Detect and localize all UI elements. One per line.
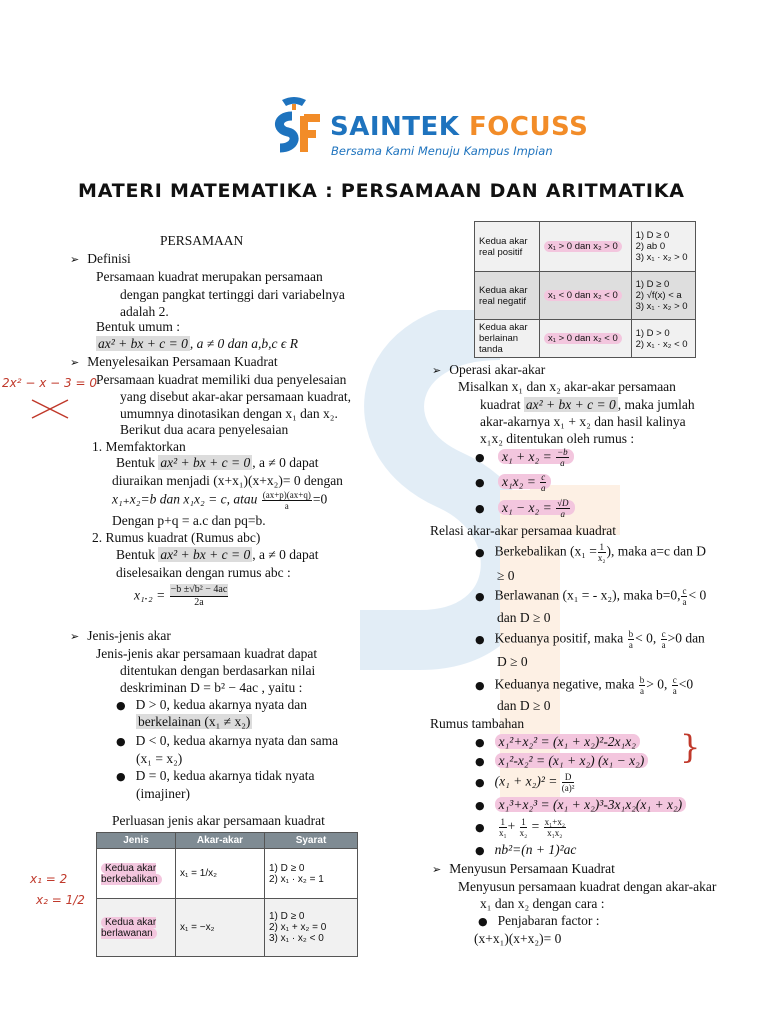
formula-item [475, 753, 648, 769]
numerator: −b ±√b² − 4ac [170, 584, 228, 595]
text: D > 0, kedua akarnya nyata dan [135, 697, 308, 712]
definisi-text: adalah 2. [120, 304, 169, 319]
numerator: c [661, 629, 666, 639]
cell-text: x₁ > 0 dan x₂ > 0 [544, 241, 622, 252]
numerator: D [562, 772, 575, 783]
table-row [97, 899, 358, 957]
numerator: (ax+p)(ax+q) [262, 490, 311, 500]
numerator: x₁+x₂ [544, 817, 565, 827]
fraction [544, 817, 566, 838]
table-cell: x₁ = −x₂ [176, 899, 265, 957]
equation-highlight: ax² + bx + c = 0 [98, 336, 188, 351]
text: > 0, [646, 676, 668, 692]
fraction [628, 629, 635, 650]
jenis-text: deskriminan D = b² − 4ac , yaitu : [120, 680, 303, 695]
text: , a ≠ 0 dapat [252, 547, 319, 562]
bullet-icon: ● [475, 678, 485, 692]
table-cell [97, 899, 176, 957]
text: berkelainan (x₁ ≠ x₂) [138, 714, 251, 729]
cell-text: Kedua akar berlawanan [101, 916, 157, 939]
menyelesaikan-text: umumnya dinotasikan dengan x₁ dan x₂. [120, 406, 338, 421]
list-item-cont: (x₁ = x₂) [136, 751, 183, 766]
cell-text: 2) √f(x) < a [635, 290, 682, 301]
bullet-icon: ● [475, 475, 485, 489]
fraction [598, 542, 606, 563]
denominator: a [560, 458, 565, 468]
cell-text: Kedua akar berkebalikan [101, 863, 162, 885]
operasi-text: akar-akarnya x₁ + x₂ dan hasil kalinya [480, 414, 686, 429]
denominator: x₁ [498, 828, 507, 838]
text: Berlawanan (x₁ = - x₂), maka b=0, [494, 587, 681, 603]
list-item [475, 675, 693, 696]
cell-text: 1) D ≥ 0 [269, 911, 305, 922]
menyelesaikan-text: Berikut dua acara penyelesaian [120, 422, 289, 437]
cell-text: 1) D > 0 [635, 327, 670, 339]
cell-text: 2) x₁ + x₂ = 0 [269, 922, 327, 933]
arrow-icon: ➢ [70, 253, 80, 266]
table-cell [540, 320, 632, 358]
formula-highlight: x₁³+x₂³ = (x₁ + x₂)³-3x₁x₂(x₁ + x₂) [495, 797, 687, 812]
table-row [475, 320, 696, 358]
table-header: Akar-akar [176, 833, 265, 849]
handwritten-cross-icon [28, 396, 74, 422]
formula-highlight: x₁²+x₂² = (x₁ + x₂)²-2x₁x₂ [495, 734, 640, 749]
method-1-text [112, 490, 327, 511]
formula-lhs: x₁ − x₂ = [501, 499, 552, 515]
list-item [116, 697, 307, 713]
section-title: PERSAMAAN [160, 233, 244, 248]
definisi-text: Persamaan kuadrat merupakan persamaan [96, 269, 323, 284]
bullet-icon: ● [475, 632, 485, 646]
list-item-cont: (imajiner) [136, 786, 190, 801]
method-1-text [116, 455, 319, 471]
table-cell: x₁ = 1/x₂ [176, 849, 265, 899]
curly-brace-icon: } [680, 728, 701, 766]
operasi-text: x₁x₂ ditentukan oleh rumus : [480, 431, 635, 446]
denominator: x₂ [519, 828, 528, 838]
list-item-cont: dan D ≥ 0 [497, 610, 551, 625]
text: D < 0, kedua akarnya nyata dan sama [135, 733, 339, 748]
numerator: 1 [599, 542, 604, 552]
numerator: b [628, 629, 634, 639]
text: Keduanya negative, maka [494, 676, 635, 692]
method-1-heading: 1. Memfaktorkan [92, 439, 186, 454]
list-item [478, 913, 600, 929]
root-types-table-continued [474, 221, 696, 358]
denominator: a [560, 509, 566, 519]
perluasan-title: Perluasan jenis akar persamaan kuadrat [112, 813, 325, 828]
formula-item [475, 797, 686, 813]
method-1-text: Dengan p+q = a.c dan pq=b. [112, 513, 266, 528]
formula-lhs: x₁.₂ = [134, 587, 166, 603]
cell-text: x₁ < 0 dan x₂ < 0 [544, 290, 622, 301]
denominator: a [661, 640, 666, 650]
table-cell [631, 222, 695, 272]
denominator: a [640, 686, 645, 696]
arrow-icon: ➢ [432, 863, 442, 876]
table-cell: Kedua akar real positif [475, 222, 540, 272]
formula-lhs: x₁x₂ = [501, 473, 536, 489]
operasi-text: Misalkan x₁ dan x₂ akar-akar persamaan [458, 379, 676, 394]
operator: + [507, 818, 516, 834]
menyelesaikan-heading-text: Menyelesaikan Persamaan Kuadrat [87, 354, 278, 369]
text: Bentuk [116, 455, 155, 470]
jenis-heading-text: Jenis-jenis akar [87, 628, 171, 643]
bullet-icon: ● [116, 699, 126, 712]
bullet-icon: ● [475, 799, 485, 812]
fraction [562, 772, 575, 793]
menyusun-text: Menyusun persamaan kuadrat dengan akar-akar [458, 879, 717, 894]
definisi-heading-text: Definisi [87, 251, 131, 266]
table-cell [540, 272, 632, 320]
fraction [540, 472, 546, 493]
cell-text: 3) x₁ · x₂ > 0 [635, 301, 688, 312]
fraction [681, 586, 687, 607]
arrow-icon: ➢ [70, 630, 80, 643]
text: ), maka a=c dan D [606, 543, 706, 559]
bentuk-umum-equation [96, 336, 298, 352]
relasi-heading: Relasi akar-akar persamaa kuadrat [430, 523, 617, 538]
fraction [170, 584, 229, 609]
fraction [556, 447, 569, 468]
bullet-icon: ● [478, 915, 488, 928]
denominator: x₁x₂ [547, 828, 563, 838]
formula-highlight: x₁²-x₂² = (x₁ + x₂) (x₁ − x₂) [495, 753, 649, 768]
equation-highlight: ax² + bx + c = 0 [160, 455, 251, 470]
bullet-icon: ● [475, 736, 485, 749]
table-cell: Kedua akar real negatif [475, 272, 540, 320]
equation-condition: , a ≠ 0 dan a,b,c ϵ R [189, 336, 298, 351]
operasi-heading-text: Operasi akar-akar [449, 362, 546, 377]
fraction [520, 817, 528, 838]
cell-text: 3) x₁ · x₂ > 0 [635, 252, 688, 263]
logo-icon [262, 94, 326, 158]
jenis-heading [70, 628, 171, 644]
numerator: c [672, 675, 677, 685]
table-header: Jenis [97, 833, 176, 849]
jenis-text: Jenis-jenis akar persamaan kuadrat dapat [96, 646, 318, 661]
fraction [262, 490, 312, 511]
formula-lhs: x₁ + x₂ = [501, 448, 552, 464]
table-header: Syarat [265, 833, 358, 849]
numerator: 1 [521, 817, 526, 827]
list-item-cont: dan D ≥ 0 [497, 698, 551, 713]
jenis-text: ditentukan dengan berdasarkan nilai [120, 663, 316, 678]
operasi-text [480, 397, 695, 413]
bentuk-umum-label: Bentuk umum : [96, 319, 180, 334]
cell-text: 1) D ≥ 0 [635, 230, 670, 241]
list-item-cont: D ≥ 0 [497, 654, 528, 669]
fraction [639, 675, 646, 696]
text: < 0, [635, 630, 657, 646]
formula-item [475, 817, 567, 838]
brand-name-part2: FOCUSS [469, 112, 589, 142]
fraction [672, 675, 678, 696]
bullet-icon: ● [475, 589, 485, 603]
menyusun-text: x₁ dan x₂ dengan cara : [480, 896, 605, 911]
cell-text: 2) ab 0 [635, 241, 666, 252]
table-row [475, 222, 696, 272]
fraction [556, 498, 569, 519]
text: Berkebalikan (x₁ = [494, 543, 597, 559]
text: =0 [312, 491, 328, 507]
table-cell [540, 222, 632, 272]
denominator: a [540, 483, 546, 493]
formula-item [475, 472, 551, 493]
bullet-icon: ● [475, 450, 485, 464]
bullet-icon: ● [475, 844, 485, 857]
method-2-text: diselesaikan dengan rumus abc : [116, 565, 291, 580]
denominator: x₂ [597, 553, 606, 563]
table-cell [265, 899, 358, 957]
menyelesaikan-text: Persamaan kuadrat memiliki dua penyelesaian [96, 372, 347, 387]
list-item [475, 586, 706, 607]
denominator: a [284, 501, 289, 511]
cell-text: 2) x₁ · x₂ < 0 [635, 338, 688, 350]
method-1-text: diuraikan menjadi (x+x₁)(x+x₂)= 0 dengan [112, 473, 343, 488]
menyelesaikan-heading [70, 354, 278, 370]
handwritten-root: x₁ = 2 [30, 872, 68, 886]
menyusun-heading [432, 861, 615, 877]
handwritten-equation: 2x² − x − 3 = 0 [2, 376, 97, 390]
text: , a ≠ 0 dapat [252, 455, 319, 470]
table-cell [97, 849, 176, 899]
formula-lhs: (x₁ + x₂)² = [494, 773, 558, 789]
brand-tagline: Bersama Kami Menuju Kampus Impian [331, 144, 553, 158]
denominator: (a)² [561, 783, 575, 793]
formula-highlight [498, 447, 574, 468]
bullet-icon: ● [475, 501, 485, 515]
text: , maka jumlah [617, 397, 695, 412]
text: < 0 [688, 587, 707, 603]
list-item-cont: ≥ 0 [497, 568, 515, 583]
formula-item [475, 772, 575, 793]
numerator: c [541, 472, 546, 482]
menyusun-heading-text: Menyusun Persamaan Kuadrat [449, 861, 615, 876]
text: D = 0, kedua akarnya tidak nyata [135, 768, 315, 783]
text: <0 [678, 676, 694, 692]
list-item [475, 542, 706, 563]
table-cell [265, 849, 358, 899]
arrow-icon: ➢ [70, 356, 80, 369]
table-cell [631, 272, 695, 320]
formula-item [475, 447, 574, 468]
text: kuadrat [480, 397, 521, 412]
numerator: √D [557, 498, 569, 508]
handwritten-root: x₂ = 1/2 [36, 893, 85, 907]
equation-highlight: ax² + bx + c = 0 [160, 547, 251, 562]
formula-item [475, 842, 576, 858]
page-title: MATERI MATEMATIKA : PERSAMAAN DAN ARITMATIKA [78, 180, 685, 202]
table-header-row [97, 833, 358, 849]
bullet-icon: ● [475, 755, 485, 768]
table-row [475, 272, 696, 320]
brand-name [330, 112, 588, 142]
bullet-icon: ● [475, 545, 485, 559]
menyelesaikan-text: yang disebut akar-akar persamaan kuadrat, [120, 389, 351, 404]
arrow-icon: ➢ [432, 364, 442, 377]
brand-name-part1: SAINTEK [330, 112, 460, 142]
text: Keduanya positif, maka [494, 630, 624, 646]
formula-item [475, 498, 575, 519]
bullet-icon: ● [475, 820, 485, 834]
table-cell: Kedua akar berlainan tanda [475, 320, 540, 358]
numerator: b [639, 675, 645, 685]
method-2-heading: 2. Rumus kuadrat (Rumus abc) [92, 530, 261, 545]
cell-text: 3) x₁ · x₂ < 0 [269, 933, 324, 944]
cell-text: x₁ > 0 dan x₂ < 0 [544, 333, 622, 344]
definisi-heading [70, 251, 131, 267]
list-item [116, 768, 315, 784]
table-cell [631, 320, 695, 358]
root-types-table [96, 832, 358, 957]
fraction [499, 817, 507, 838]
denominator: a [682, 597, 687, 607]
operator: = [531, 818, 540, 834]
brand-logo [262, 94, 326, 158]
tambahan-heading: Rumus tambahan [430, 716, 525, 731]
bullet-icon: ● [475, 775, 485, 789]
numerator: −b [557, 447, 568, 457]
formula-highlight [498, 472, 551, 493]
equation-highlight: ax² + bx + c = 0 [525, 397, 616, 412]
list-item [116, 733, 338, 749]
table-row [97, 849, 358, 899]
bullet-icon: ● [116, 770, 126, 783]
text: Bentuk [116, 547, 155, 562]
operasi-heading [432, 362, 545, 378]
formula-item [475, 734, 640, 750]
numerator: c [682, 586, 687, 596]
definisi-text: dengan pangkat tertinggi dari variabelnya [120, 287, 345, 302]
method-2-text [116, 547, 319, 563]
formula-text: nb²=(n + 1)²ac [494, 842, 577, 857]
abc-formula [134, 584, 229, 609]
text: x₁₊x₂=b dan x₁x₂ = c, atau [112, 491, 258, 507]
text: Penjabaran factor : [497, 913, 600, 928]
formula-highlight [498, 498, 575, 519]
denominator: a [672, 686, 677, 696]
cell-text: 2) x₁ · x₂ = 1 [269, 873, 324, 885]
cell-text: 1) D ≥ 0 [635, 279, 670, 290]
denominator: a [628, 640, 633, 650]
text: >0 dan [667, 630, 705, 646]
bullet-icon: ● [116, 735, 126, 748]
menyusun-text: (x+x₁)(x+x₂)= 0 [474, 931, 562, 946]
fraction [661, 629, 667, 650]
list-item-cont [136, 714, 252, 730]
list-item [475, 629, 705, 650]
denominator: 2a [194, 597, 204, 608]
numerator: 1 [500, 817, 506, 827]
cell-text: 1) D ≥ 0 [269, 862, 305, 874]
